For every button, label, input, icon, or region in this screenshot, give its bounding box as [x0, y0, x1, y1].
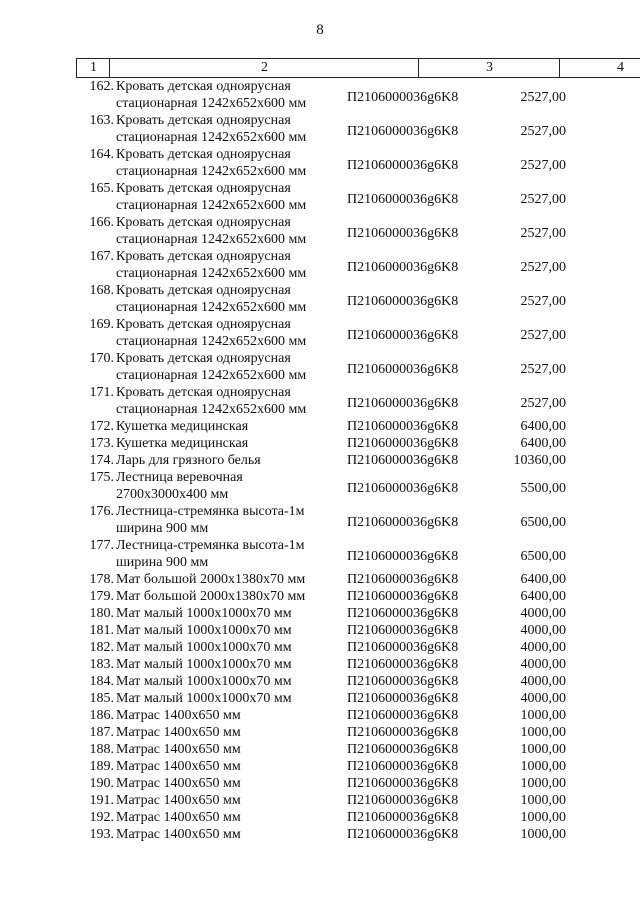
- item-name: Кровать детская одноярусная стационарная 1242х652х600 мм: [116, 317, 307, 349]
- item-price: 2527,00: [520, 124, 566, 139]
- table-row: [0, 282, 640, 316]
- table-row: [0, 180, 640, 214]
- item-name: Мат большой 2000х1380х70 мм: [116, 589, 306, 604]
- table-row: [0, 639, 640, 656]
- item-price: 6400,00: [520, 589, 566, 604]
- item-code: П2106000036g6K8: [347, 742, 459, 757]
- table-row: [0, 503, 640, 537]
- item-name: Мат большой 2000х1380х70 мм: [116, 572, 306, 587]
- item-code: П2106000036g6K8: [347, 657, 459, 672]
- item-price: 2527,00: [520, 294, 566, 309]
- table-row: [0, 384, 640, 418]
- item-name: Мат малый 1000х1000х70 мм: [116, 691, 292, 706]
- table-row: [0, 248, 640, 282]
- item-price: 2527,00: [520, 90, 566, 105]
- item-code: П2106000036g6K8: [347, 226, 459, 241]
- table-row: [0, 656, 640, 673]
- item-code: П2106000036g6K8: [347, 328, 459, 343]
- row-number: 179.: [89, 589, 114, 604]
- item-code: П2106000036g6K8: [347, 481, 459, 496]
- item-price: 6500,00: [520, 515, 566, 530]
- item-name: Кровать детская одноярусная стационарная 1242х652х600 мм: [116, 147, 307, 179]
- item-name: Кушетка медицинская: [116, 419, 249, 434]
- item-price: 6500,00: [520, 549, 566, 564]
- item-name: Ларь для грязного белья: [116, 453, 261, 468]
- item-code: П2106000036g6K8: [347, 549, 459, 564]
- item-name: Кровать детская одноярусная стационарная 1242х652х600 мм: [116, 215, 307, 247]
- row-number: 163.: [89, 113, 114, 128]
- table-row: [0, 741, 640, 758]
- table-row: [0, 435, 640, 452]
- item-name: Кровать детская одноярусная стационарная 1242х652х600 мм: [116, 351, 307, 383]
- item-name: Лестница веревочная 2700х3000х400 мм: [116, 470, 243, 502]
- row-number: 180.: [89, 606, 114, 621]
- item-code: П2106000036g6K8: [347, 453, 459, 468]
- item-name: Матрас 1400х650 мм: [116, 776, 241, 791]
- item-code: П2106000036g6K8: [347, 776, 459, 791]
- item-price: 4000,00: [520, 606, 566, 621]
- item-name: Кровать детская одноярусная стационарная 1242х652х600 мм: [116, 249, 307, 281]
- item-price: 6400,00: [520, 436, 566, 451]
- item-code: П2106000036g6K8: [347, 606, 459, 621]
- table-row: [0, 707, 640, 724]
- table-row: [0, 826, 640, 843]
- row-number: 192.: [89, 810, 114, 825]
- table-row: [0, 673, 640, 690]
- row-number: 165.: [89, 181, 114, 196]
- item-name: Матрас 1400х650 мм: [116, 827, 241, 842]
- item-code: П2106000036g6K8: [347, 362, 459, 377]
- table-row: [0, 724, 640, 741]
- item-code: П2106000036g6K8: [347, 419, 459, 434]
- item-name: Кровать детская одноярусная стационарная 1242х652х600 мм: [116, 79, 307, 111]
- item-code: П2106000036g6K8: [347, 759, 459, 774]
- item-name: Кровать детская одноярусная стационарная 1242х652х600 мм: [116, 385, 307, 417]
- item-price: 1000,00: [520, 759, 566, 774]
- item-name: Мат малый 1000х1000х70 мм: [116, 674, 292, 689]
- row-number: 171.: [89, 385, 114, 400]
- item-code: П2106000036g6K8: [347, 640, 459, 655]
- item-price: 1000,00: [520, 827, 566, 842]
- item-name: Кровать детская одноярусная стационарная 1242х652х600 мм: [116, 283, 307, 315]
- row-number: 181.: [89, 623, 114, 638]
- header-col-1: 1: [76, 59, 110, 77]
- item-price: 5500,00: [520, 481, 566, 496]
- row-number: 182.: [89, 640, 114, 655]
- item-code: П2106000036g6K8: [347, 725, 459, 740]
- item-name: Матрас 1400х650 мм: [116, 742, 241, 757]
- item-name: Матрас 1400х650 мм: [116, 725, 241, 740]
- item-code: П2106000036g6K8: [347, 396, 459, 411]
- item-price: 4000,00: [520, 691, 566, 706]
- item-code: П2106000036g6K8: [347, 793, 459, 808]
- page-number: 8: [316, 22, 324, 38]
- item-name: Мат малый 1000х1000х70 мм: [116, 640, 292, 655]
- row-number: 186.: [89, 708, 114, 723]
- item-code: П2106000036g6K8: [347, 691, 459, 706]
- table-row: [0, 588, 640, 605]
- item-price: 2527,00: [520, 158, 566, 173]
- item-price: 2527,00: [520, 226, 566, 241]
- table-row: [0, 605, 640, 622]
- row-number: 176.: [89, 504, 114, 519]
- table-row: [0, 571, 640, 588]
- item-code: П2106000036g6K8: [347, 827, 459, 842]
- item-name: Лестница-стремянка высота-1м ширина 900 мм: [116, 504, 305, 536]
- row-number: 162.: [89, 79, 114, 94]
- header-col-2: 2: [109, 59, 419, 77]
- item-code: П2106000036g6K8: [347, 436, 459, 451]
- table-row: [0, 537, 640, 571]
- item-code: П2106000036g6K8: [347, 810, 459, 825]
- item-code: П2106000036g6K8: [347, 708, 459, 723]
- row-number: 168.: [89, 283, 114, 298]
- table-row: [0, 469, 640, 503]
- row-number: 169.: [89, 317, 114, 332]
- header-col-3: 3: [418, 59, 560, 77]
- item-name: Матрас 1400х650 мм: [116, 708, 241, 723]
- item-name: Кровать детская одноярусная стационарная 1242х652х600 мм: [116, 113, 307, 145]
- item-name: Мат малый 1000х1000х70 мм: [116, 657, 292, 672]
- row-number: 175.: [89, 470, 114, 485]
- table-row: [0, 214, 640, 248]
- item-name: Мат малый 1000х1000х70 мм: [116, 606, 292, 621]
- row-number: 187.: [89, 725, 114, 740]
- row-number: 190.: [89, 776, 114, 791]
- row-number: 166.: [89, 215, 114, 230]
- row-number: 177.: [89, 538, 114, 553]
- table-row: [0, 622, 640, 639]
- item-price: 1000,00: [520, 742, 566, 757]
- item-price: 1000,00: [520, 708, 566, 723]
- item-price: 2527,00: [520, 192, 566, 207]
- row-number: 164.: [89, 147, 114, 162]
- row-number: 193.: [89, 827, 114, 842]
- row-number: 174.: [89, 453, 114, 468]
- item-price: 4000,00: [520, 674, 566, 689]
- item-name: Матрас 1400х650 мм: [116, 759, 241, 774]
- item-name: Лестница-стремянка высота-1м ширина 900 мм: [116, 538, 305, 570]
- row-number: 173.: [89, 436, 114, 451]
- row-number: 178.: [89, 572, 114, 587]
- item-code: П2106000036g6K8: [347, 623, 459, 638]
- item-price: 6400,00: [520, 572, 566, 587]
- item-price: 6400,00: [520, 419, 566, 434]
- item-price: 2527,00: [520, 362, 566, 377]
- item-price: 1000,00: [520, 725, 566, 740]
- item-price: 2527,00: [520, 396, 566, 411]
- item-price: 10360,00: [513, 453, 566, 468]
- row-number: 167.: [89, 249, 114, 264]
- table-row: [0, 792, 640, 809]
- row-number: 189.: [89, 759, 114, 774]
- item-price: 1000,00: [520, 810, 566, 825]
- item-name: Кровать детская одноярусная стационарная 1242х652х600 мм: [116, 181, 307, 213]
- row-number: 188.: [89, 742, 114, 757]
- table-row: [0, 418, 640, 435]
- item-code: П2106000036g6K8: [347, 515, 459, 530]
- row-number: 184.: [89, 674, 114, 689]
- row-number: 170.: [89, 351, 114, 366]
- table-row: [0, 78, 640, 112]
- item-price: 2527,00: [520, 260, 566, 275]
- item-name: Кушетка медицинская: [116, 436, 249, 451]
- item-code: П2106000036g6K8: [347, 124, 459, 139]
- table-row: [0, 775, 640, 792]
- table-row: [0, 146, 640, 180]
- item-name: Матрас 1400х650 мм: [116, 793, 241, 808]
- item-price: 4000,00: [520, 640, 566, 655]
- item-code: П2106000036g6K8: [347, 589, 459, 604]
- table-row: [0, 452, 640, 469]
- table-row: [0, 758, 640, 775]
- table-row: [0, 350, 640, 384]
- item-code: П2106000036g6K8: [347, 90, 459, 105]
- row-number: 191.: [89, 793, 114, 808]
- table-row: [0, 316, 640, 350]
- item-name: Мат малый 1000х1000х70 мм: [116, 623, 292, 638]
- table-row: [0, 809, 640, 826]
- item-price: 2527,00: [520, 328, 566, 343]
- item-price: 4000,00: [520, 657, 566, 672]
- row-number: 185.: [89, 691, 114, 706]
- table-row: [0, 690, 640, 707]
- header-col-4: 4: [559, 59, 640, 77]
- item-code: П2106000036g6K8: [347, 294, 459, 309]
- item-price: 4000,00: [520, 623, 566, 638]
- item-name: Матрас 1400х650 мм: [116, 810, 241, 825]
- item-code: П2106000036g6K8: [347, 260, 459, 275]
- item-code: П2106000036g6K8: [347, 572, 459, 587]
- table-header: [76, 58, 640, 78]
- item-price: 1000,00: [520, 793, 566, 808]
- row-number: 172.: [89, 419, 114, 434]
- item-price: 1000,00: [520, 776, 566, 791]
- item-code: П2106000036g6K8: [347, 158, 459, 173]
- item-code: П2106000036g6K8: [347, 192, 459, 207]
- item-code: П2106000036g6K8: [347, 674, 459, 689]
- table-row: [0, 112, 640, 146]
- row-number: 183.: [89, 657, 114, 672]
